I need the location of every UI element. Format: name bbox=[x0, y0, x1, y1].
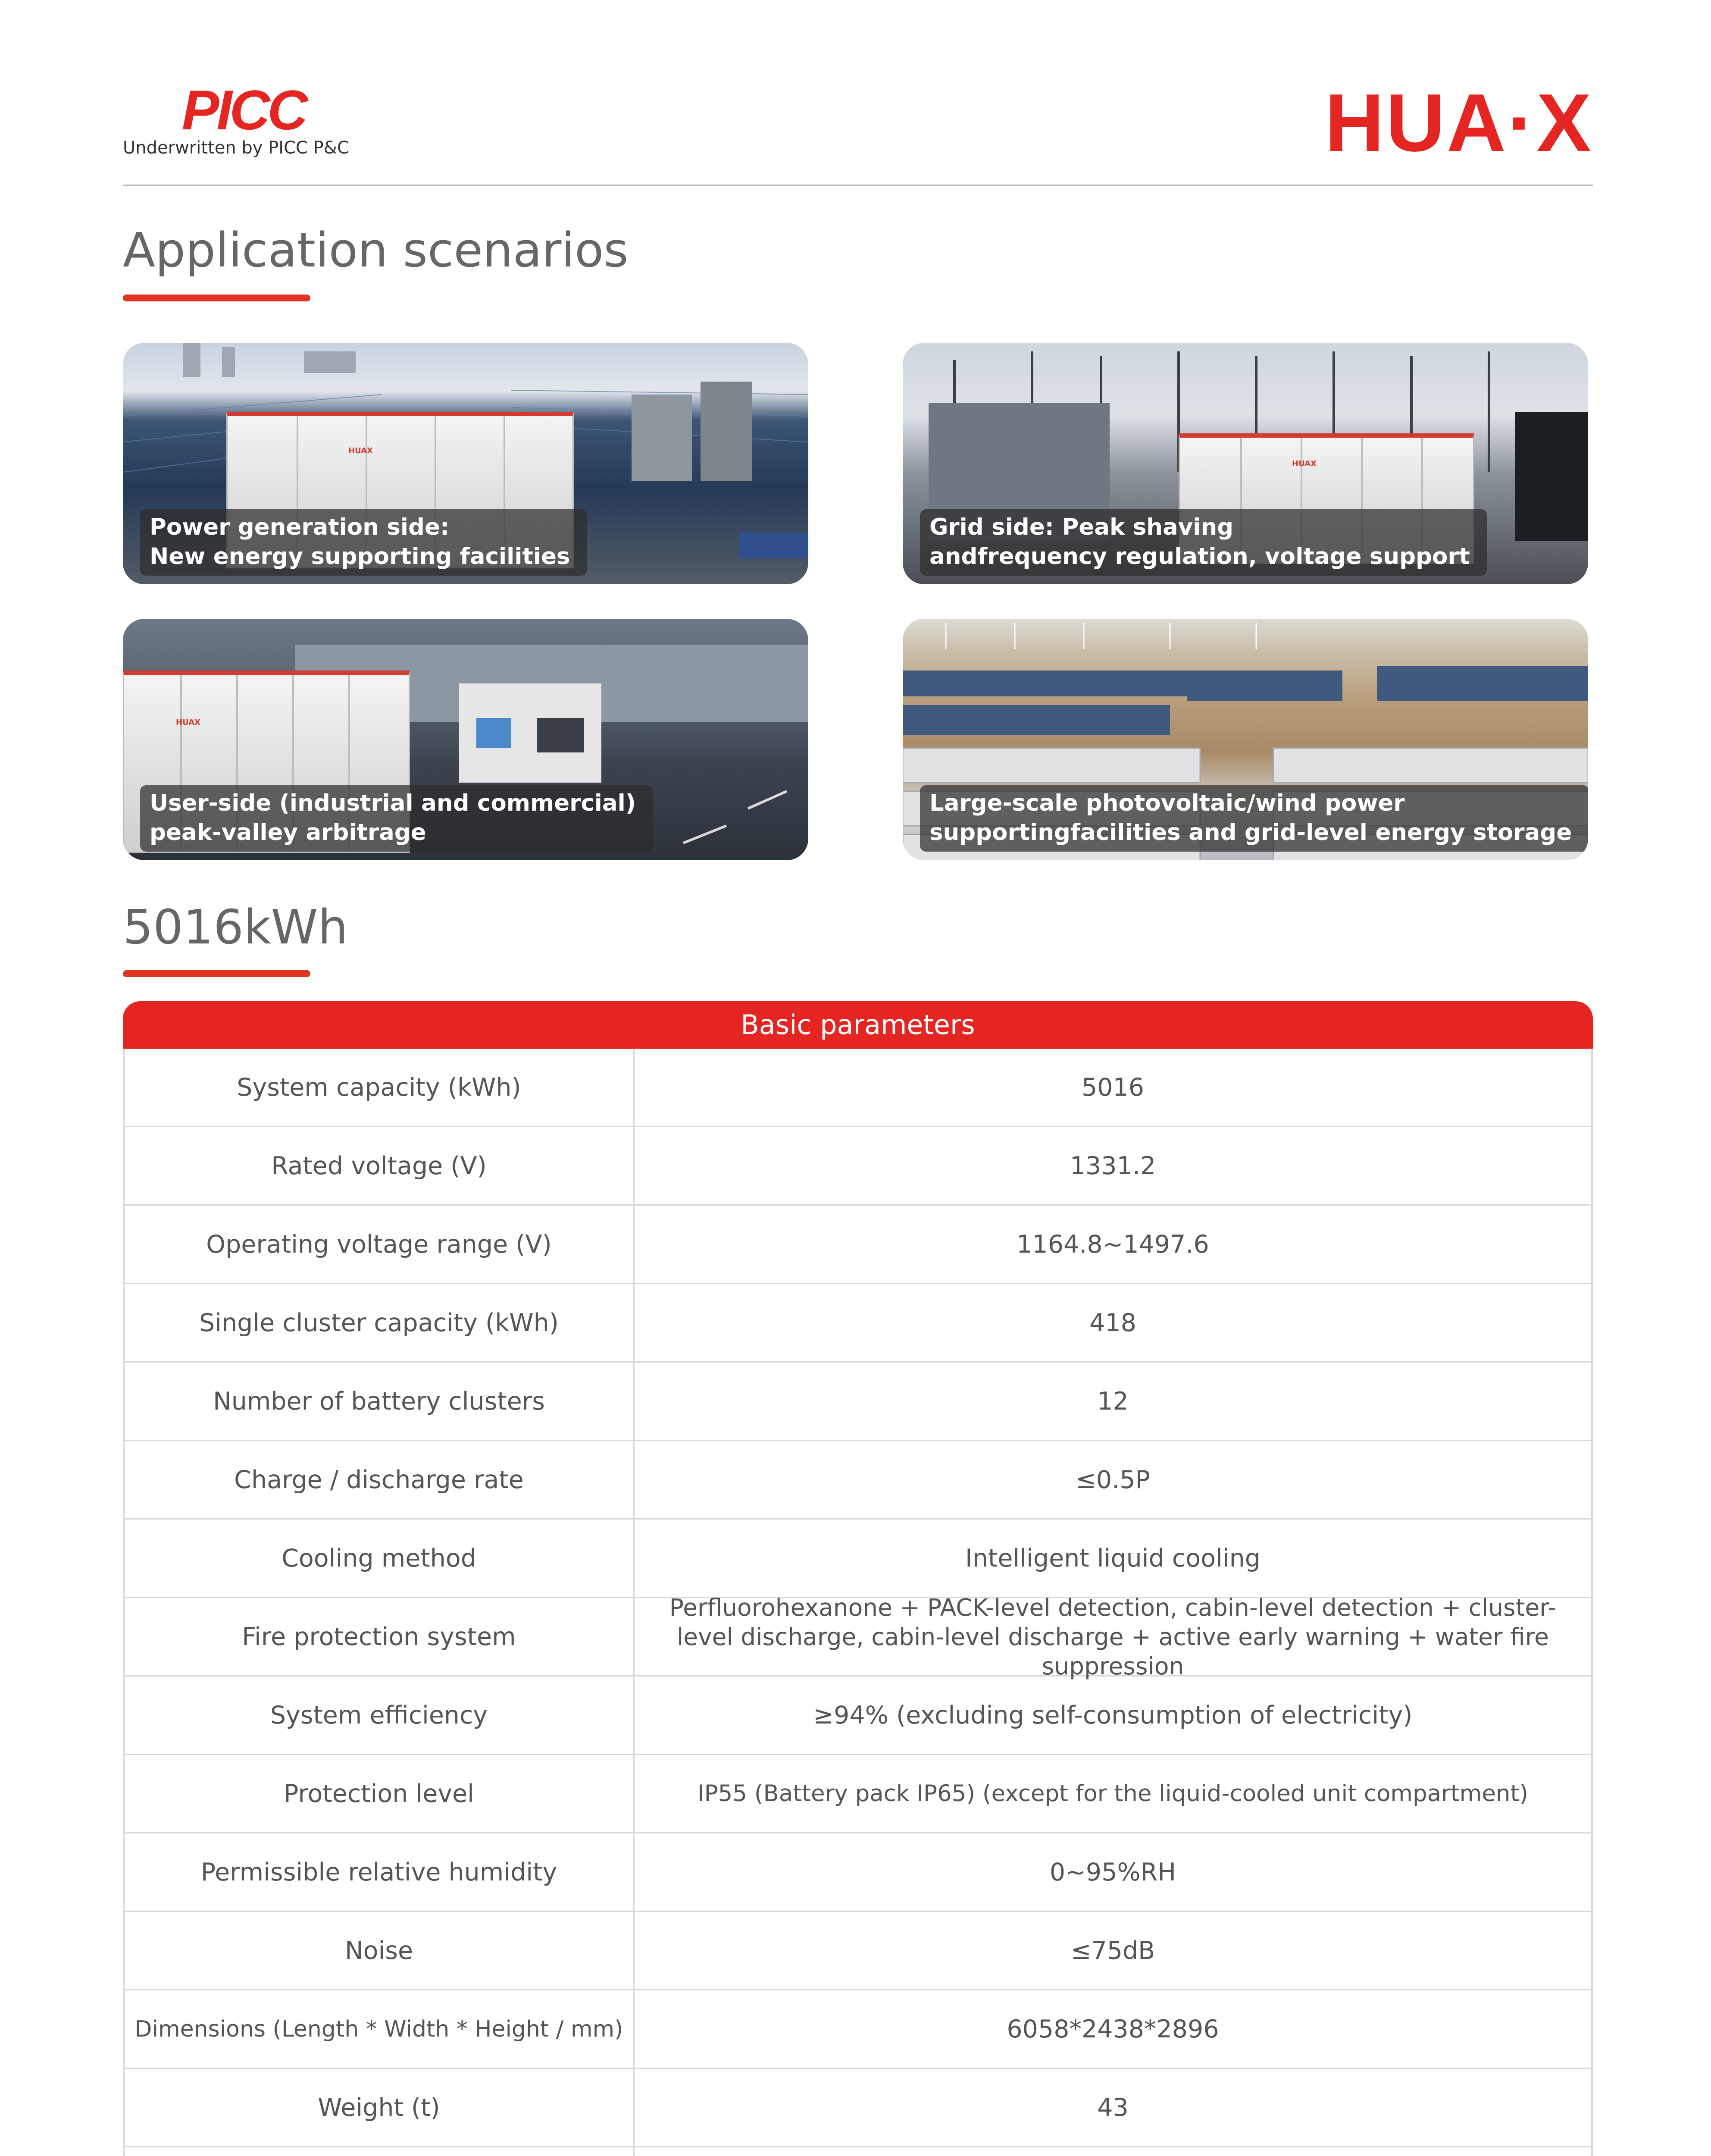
container-brand-label: HUAX bbox=[1292, 459, 1317, 468]
param-value: ≤75dB bbox=[1070, 1936, 1155, 1965]
table-row bbox=[125, 1126, 1591, 1204]
param-value: 6058*2438*2896 bbox=[1007, 2015, 1219, 2043]
param-value bbox=[635, 2147, 1591, 2156]
table-row bbox=[125, 1440, 1591, 1518]
table-row bbox=[125, 1518, 1591, 1597]
caption-line-2: New energy supporting facilities bbox=[150, 543, 570, 570]
param-value: Perfluorohexanone + PACK-level detection, cabin-level detection + cluster-level discharge, cabin-level discharge + active early warning + water fire suppression bbox=[669, 1593, 1557, 1680]
param-label: Permissible relative humidity bbox=[125, 1833, 635, 1911]
scenario-card-large-scale bbox=[903, 619, 1588, 860]
table-row bbox=[125, 1989, 1591, 2068]
table-row bbox=[125, 1593, 1591, 1680]
param-label bbox=[125, 2147, 635, 2156]
caption-line-2: peak-valley arbitrage bbox=[150, 819, 426, 846]
section-underline bbox=[123, 295, 310, 301]
param-value: 5016 bbox=[1081, 1073, 1145, 1102]
param-label: Single cluster capacity (kWh) bbox=[125, 1284, 635, 1361]
picc-underwriter-note: Underwritten by PICC P&C bbox=[123, 138, 349, 158]
table-row bbox=[125, 1049, 1591, 1126]
table-row bbox=[125, 2146, 1591, 2156]
table-row bbox=[125, 1283, 1591, 1361]
param-value: ≥94% (excluding self-consumption of electricity) bbox=[813, 1701, 1413, 1730]
scenario-card-user-side bbox=[123, 619, 808, 860]
param-label: System efficiency bbox=[125, 1677, 635, 1754]
scenario-caption bbox=[140, 509, 587, 576]
caption-line-1: Grid side: Peak shaving bbox=[929, 514, 1234, 540]
table-body bbox=[123, 1049, 1593, 2156]
scenario-card-generation-side bbox=[123, 343, 808, 584]
param-label: Charge / discharge rate bbox=[125, 1441, 635, 1518]
param-value: Intelligent liquid cooling bbox=[965, 1544, 1261, 1573]
header-divider bbox=[123, 185, 1593, 186]
param-label: Cooling method bbox=[125, 1520, 635, 1597]
param-value: 0~95%RH bbox=[1049, 1858, 1176, 1887]
param-label: Rated voltage (V) bbox=[125, 1127, 635, 1204]
table-row bbox=[125, 1675, 1591, 1754]
table-row bbox=[125, 1911, 1591, 1989]
param-value: 12 bbox=[1097, 1387, 1129, 1416]
table-row bbox=[125, 1832, 1591, 1911]
picc-logo bbox=[123, 78, 349, 158]
caption-line-1: Large-scale photovoltaic/wind power bbox=[929, 790, 1405, 816]
page-header bbox=[123, 77, 1593, 185]
caption-line-1: Power generation side: bbox=[150, 514, 450, 540]
caption-line-1: User-side (industrial and commercial) bbox=[150, 790, 636, 816]
param-label: Weight (t) bbox=[125, 2069, 635, 2146]
caption-line-2: andfrequency regulation, voltage support bbox=[929, 543, 1470, 570]
container-brand-label: HUAX bbox=[348, 446, 373, 455]
table-row bbox=[125, 1754, 1591, 1832]
param-label: Number of battery clusters bbox=[125, 1363, 635, 1440]
param-label: Dimensions (Length * Width * Height / mm) bbox=[125, 1990, 635, 2068]
param-value: 43 bbox=[1097, 2093, 1129, 2122]
table-header: Basic parameters bbox=[123, 1001, 1593, 1049]
huax-logo: HUA·X bbox=[1325, 77, 1593, 169]
param-label: Fire protection system bbox=[125, 1598, 635, 1675]
param-value: IP55 (Battery pack IP65) (except for the liquid-cooled unit compartment) bbox=[698, 1780, 1528, 1807]
scenario-caption bbox=[920, 785, 1588, 852]
caption-line-2: supportingfacilities and grid-level energy storage bbox=[929, 819, 1572, 846]
basic-parameters-table bbox=[123, 1001, 1593, 2156]
scenario-caption bbox=[140, 785, 653, 852]
table-row bbox=[125, 1204, 1591, 1283]
section-underline bbox=[123, 970, 310, 977]
param-label: Noise bbox=[125, 1912, 635, 1989]
table-row bbox=[125, 1361, 1591, 1440]
section-title-application-scenarios: Application scenarios bbox=[123, 222, 629, 278]
table-row bbox=[125, 2068, 1591, 2146]
param-label: System capacity (kWh) bbox=[125, 1049, 635, 1126]
param-value: 1331.2 bbox=[1070, 1151, 1156, 1180]
scenario-card-grid-side bbox=[903, 343, 1588, 584]
scenario-caption bbox=[920, 509, 1487, 576]
param-label: Protection level bbox=[125, 1755, 635, 1832]
picc-logo-mark: PICC bbox=[181, 78, 306, 141]
param-value: 418 bbox=[1089, 1308, 1136, 1337]
section-title-capacity: 5016kWh bbox=[123, 899, 348, 955]
param-value: 1164.8~1497.6 bbox=[1017, 1230, 1209, 1259]
param-value: ≤0.5P bbox=[1076, 1465, 1150, 1494]
param-label: Operating voltage range (V) bbox=[125, 1206, 635, 1283]
container-brand-label: HUAX bbox=[176, 718, 200, 727]
